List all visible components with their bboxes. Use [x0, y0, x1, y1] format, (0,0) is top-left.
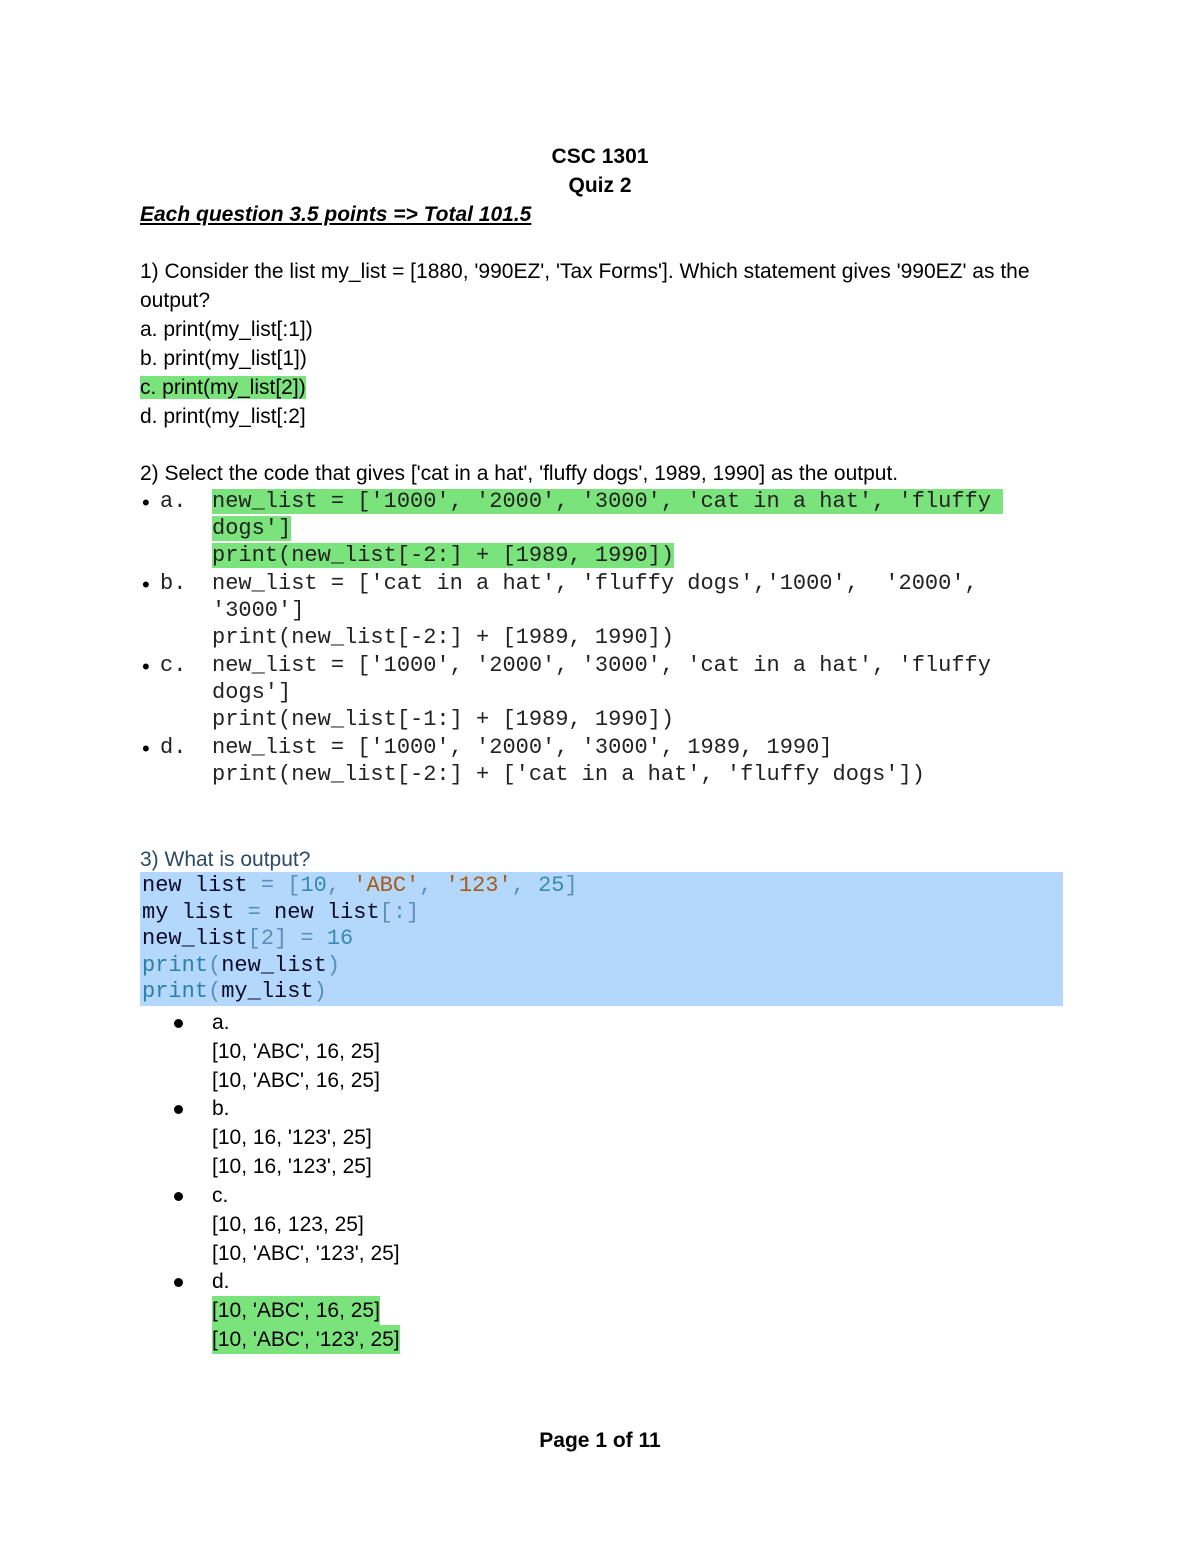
- q3-option-a-label: a.: [212, 1011, 230, 1034]
- q2-label-c: c.: [160, 653, 187, 678]
- q3-option-d-line1: [10, 'ABC', 16, 25]: [212, 1296, 380, 1325]
- page-number: Page 1 of 11: [539, 1429, 661, 1452]
- q2-option-a-line1: new_list = ['1000', '2000', '3000', 'cat in a hat', 'fluffy: [212, 489, 1003, 514]
- q2-label-a: a.: [160, 489, 187, 514]
- scoring-note: Each question 3.5 points => Total 101.5: [140, 203, 532, 226]
- q2-option-c-line1: new_list = ['1000', '2000', '3000', 'cat in a hat', 'fluffy: [212, 653, 991, 678]
- q3-option-d-line2: [10, 'ABC', '123', 25]: [212, 1325, 400, 1354]
- q3-option-c-label: c.: [212, 1184, 229, 1207]
- q3-bullet-c: [174, 1192, 183, 1201]
- q3-option-b: [212, 1094, 372, 1181]
- q3-option-b-label: b.: [212, 1097, 230, 1120]
- q1-option-c-highlight: c. print(my_list[2]): [140, 376, 306, 399]
- q1-option-b: b. print(my_list[1]): [140, 347, 307, 370]
- q2-option-c-line3: print(new_list[-1:] + [1989, 1990]): [212, 707, 675, 732]
- q3-bullet-b: [174, 1105, 183, 1114]
- q2-option-c-line2: dogs']: [212, 680, 292, 705]
- q3-option-c: [212, 1181, 400, 1268]
- q2-bullet-a: •: [142, 490, 150, 515]
- q3-code-line2: my list = new list[:]: [142, 899, 420, 925]
- q1-option-c: [140, 373, 306, 402]
- q1-prompt-line2: output?: [140, 289, 211, 312]
- q2-option-b-line2: '3000']: [212, 598, 305, 623]
- q2-option-d: [212, 734, 925, 788]
- q2-option-d-line2: print(new_list[-2:] + ['cat in a hat', 'fluffy dogs']): [212, 762, 925, 787]
- q1-option-a: a. print(my_list[:1]): [140, 318, 313, 341]
- q1-prompt-line1: 1) Consider the list my_list = [1880, '990EZ', 'Tax Forms']. Which statement gives '990EZ' as the: [140, 260, 1030, 283]
- q3-option-c-line2: [10, 'ABC', '123', 25]: [212, 1242, 400, 1265]
- quiz-title: Quiz 2: [568, 174, 632, 197]
- q1-option-d: d. print(my_list[:2]: [140, 405, 306, 428]
- q3-bullet-a: [174, 1019, 183, 1028]
- q3-code-line4: print(new_list): [142, 952, 341, 978]
- q2-bullet-c: •: [142, 654, 150, 679]
- q3-option-c-line1: [10, 16, 123, 25]: [212, 1213, 364, 1236]
- q3-option-b-line1: [10, 16, '123', 25]: [212, 1126, 372, 1149]
- q3-option-d-label: d.: [212, 1270, 230, 1293]
- q2-option-c: [212, 652, 991, 733]
- q2-bullet-b: •: [142, 572, 150, 597]
- q2-option-b-line1: new_list = ['cat in a hat', 'fluffy dogs','1000', '2000',: [212, 571, 978, 596]
- q2-label-b: b.: [160, 571, 187, 596]
- q2-option-a-line2: dogs']: [212, 516, 292, 541]
- q2-prompt: 2) Select the code that gives ['cat in a hat', 'fluffy dogs', 1989, 1990] as the output.: [140, 462, 899, 485]
- q3-code-line1: new list = [10, 'ABC', '123', 25]: [142, 873, 578, 898]
- q3-option-a-line2: [10, 'ABC', 16, 25]: [212, 1069, 380, 1092]
- q3-option-d: [212, 1267, 400, 1354]
- q3-code-line3: new_list[2] = 16: [142, 926, 354, 951]
- q3-bullet-d: [174, 1278, 183, 1287]
- q3-code-block: [140, 872, 1063, 1006]
- q3-option-b-line2: [10, 16, '123', 25]: [212, 1155, 372, 1178]
- q2-option-b-line3: print(new_list[-2:] + [1989, 1990]): [212, 625, 675, 650]
- q2-bullet-d: •: [142, 736, 150, 761]
- q3-option-a: [212, 1008, 380, 1095]
- q2-label-d: d.: [160, 735, 187, 760]
- q3-prompt: 3) What is output?: [140, 848, 311, 871]
- q3-code-line5: print(my_list): [142, 979, 327, 1004]
- q2-option-d-line1: new_list = ['1000', '2000', '3000', 1989, 1990]: [212, 735, 833, 760]
- q2-option-b: [212, 570, 978, 651]
- q2-option-a: [212, 488, 1003, 569]
- q2-option-a-line3: print(new_list[-2:] + [1989, 1990]): [212, 543, 675, 568]
- course-title: CSC 1301: [551, 145, 649, 168]
- q3-option-a-line1: [10, 'ABC', 16, 25]: [212, 1040, 380, 1063]
